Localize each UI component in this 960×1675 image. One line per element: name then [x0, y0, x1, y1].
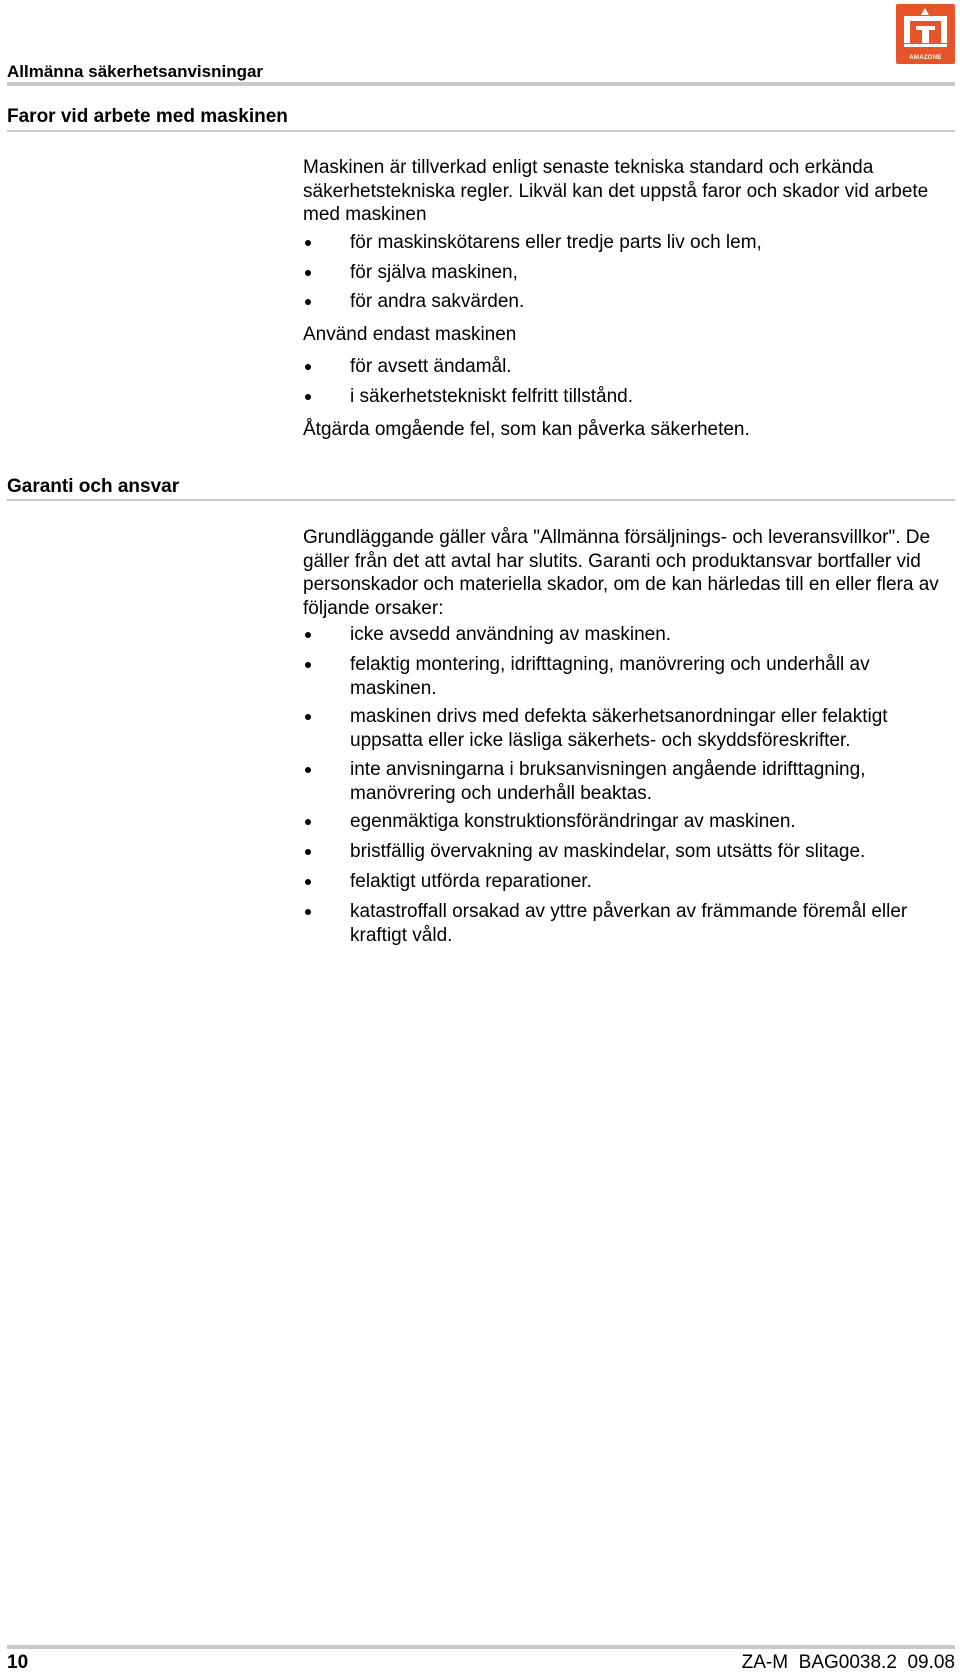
bullet-icon [305, 364, 311, 370]
bullet-icon [305, 632, 311, 638]
page-number: 10 [7, 1652, 29, 1673]
list-item-text: inte anvisningarna i bruksanvisningen angående idrifttagning, manövrering och underhåll beaktas. [350, 759, 866, 804]
list-item-text: maskinen drivs med defekta säkerhetsanordningar eller felaktigt uppsatta eller icke läsliga säkerhets- och skyddsföreskrifter. [350, 706, 888, 751]
bullet-icon [305, 299, 311, 305]
bullet-icon [305, 909, 311, 915]
header-divider [7, 82, 955, 86]
list-item-text: icke avsedd användning av maskinen. [350, 624, 672, 645]
bullet-icon [305, 819, 311, 825]
list-item-text: för avsett ändamål. [350, 356, 512, 377]
list-item-text: för andra sakvärden. [350, 291, 525, 312]
bullet-icon [305, 240, 311, 246]
footer-divider [7, 1645, 955, 1649]
bullet-icon [305, 662, 311, 668]
list-item-text: egenmäktiga konstruktionsförändringar av maskinen. [350, 811, 796, 832]
amazone-logo [896, 4, 955, 64]
section-heading-warranty: Garanti och ansvar [7, 476, 180, 497]
document-id: ZA-M BAG0038.2 09.08 [741, 1652, 955, 1673]
warranty-intro-paragraph: Grundläggande gäller våra "Allmänna försäljnings- och leveransvillkor". De gäller från det att avtal har slutits. Garanti och produktansvar bortfaller vid personskador och materiella skador, om de kan härledas till en eller flera av följande orsaker: [303, 527, 939, 619]
section-divider [7, 499, 955, 501]
list-item-text: i säkerhetstekniskt felfritt tillstånd. [350, 386, 633, 407]
page-header-title: Allmänna säkerhetsanvisningar [7, 62, 264, 81]
list-item-text: felaktigt utförda reparationer. [350, 871, 592, 892]
bullet-icon [305, 270, 311, 276]
hazards-closing-text: Åtgärda omgående fel, som kan påverka säkerheten. [303, 419, 750, 440]
bullet-icon [305, 879, 311, 885]
bullet-icon [305, 394, 311, 400]
hazards-intro-paragraph: Maskinen är tillverkad enligt senaste tekniska standard och erkända säkerhetstekniska regler. Likväl kan det uppstå faror och skador vid arbete med maskinen [303, 157, 929, 225]
bullet-icon [305, 767, 311, 773]
list-item-text: för maskinskötarens eller tredje parts liv och lem, [350, 232, 762, 253]
list-item-text: för själva maskinen, [350, 262, 518, 283]
bullet-icon [305, 714, 311, 720]
logo-wordmark: AMAZONE [909, 55, 942, 61]
section-heading-hazards: Faror vid arbete med maskinen [7, 106, 288, 127]
section-divider [7, 130, 955, 132]
bullet-icon [305, 849, 311, 855]
list-item-text: felaktig montering, idrifttagning, manövrering och underhåll av maskinen. [350, 654, 870, 699]
list-item-text: bristfällig övervakning av maskindelar, som utsätts för slitage. [350, 841, 866, 862]
use-intro-text: Använd endast maskinen [303, 324, 517, 345]
list-item-text: katastroffall orsakad av yttre påverkan av främmande föremål eller kraftigt våld. [350, 901, 908, 946]
